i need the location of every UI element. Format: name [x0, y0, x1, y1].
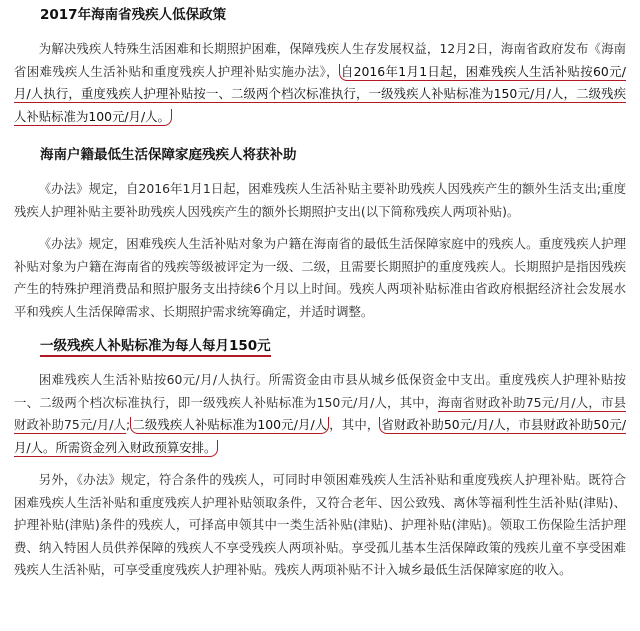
highlight-subsidy-standard: 自2016年1月1日起，困难残疾人生活补贴按60元/月/人执行，重度残疾人护理补贴按一、二级两个档次标准执行，一级残疾人补贴标准为150元/月/人，二级残疾人补贴标准为100元/月/人。: [14, 63, 626, 124]
article-title: 2017年海南省残疾人低保政策: [40, 7, 227, 23]
highlight-level-two-standard: 二级残疾人补贴标准为100元/月/人: [132, 417, 328, 432]
intro-text: 为解决残疾人特殊生活困难和长期照护困难，保障残疾人生存发展权益，12月2日，海南省政府发布《海南省困难残疾人生活补贴和重度残疾人护理补贴实施办法》，: [14, 41, 626, 79]
section-heading-level-one: [40, 337, 626, 356]
highlight-level-two-split: 省财政补助50元/月/人，市县财政补助50元/月/人。所需资金列入财政预算安排。: [14, 417, 627, 455]
paragraph-eligibility: 《办法》规定，困难残疾人生活补贴对象为户籍在海南省的最低生活保障家庭中的残疾人。重度残疾人护理补贴对象为户籍在海南省的残疾等级被评定为一级、二级，且需要长期照护的重度残疾人。长期照护是指因残疾产生的特殊护理消费品和照护服务支出持续6个月以上时间。残疾人两项补贴标准由省政府根据经济社会发展水平和残疾人生活保障需求、长期照护需求统筹确定，并适时调整。: [14, 236, 626, 319]
funding-text-b: ;: [126, 417, 131, 432]
paragraph-definitions: 《办法》规定，自2016年1月1日起，困难残疾人生活补贴主要补助残疾人因残疾产生的额外生活支出;重度残疾人护理补贴主要补助残疾人因残疾产生的额外长期照护支出(以下简称残疾人两项补贴)。: [14, 181, 626, 219]
funding-text-a: 困难残疾人生活补贴按60元/月/人执行。所需资金由市县从城乡低保资金中支出。重度残疾人护理补贴按一、二级两个档次标准执行，即一级残疾人补贴标准为150元/月/人，其中，: [14, 372, 626, 410]
paragraph-intro: [14, 38, 626, 128]
paragraph-funding: [14, 369, 626, 459]
section-heading-hainan-residents: 海南户籍最低生活保障家庭残疾人将获补助: [40, 147, 297, 163]
underline-provincial-share: 海南省财政补助75元/月/人，市县财政补助75元/月/人: [14, 394, 626, 432]
paragraph-additional: 另外，《办法》规定，符合条件的残疾人，可同时申领困难残疾人生活补贴和重度残疾人护理补贴。既符合困难残疾人生活补贴和重度残疾人护理补贴领取条件，又符合老年、因公致残、离休等福利性生活补贴(津贴)、护理补贴(津贴)条件的残疾人，可择高申领其中一类生活补贴(津贴)、护理补贴(津贴)。领取工伤保险生活护理费、纳入特困人员供养保障的残疾人不享受残疾人两项补贴。享受孤儿基本生活保障政策的残疾儿童不享受困难残疾人生活补贴，可享受重度残疾人护理补贴。残疾人两项补贴不计入城乡最低生活保障家庭的收入。: [14, 472, 626, 577]
funding-text-c: ，其中，: [329, 417, 380, 432]
heading-underline: 一级残疾人补贴标准为每人每月150元: [40, 338, 271, 357]
